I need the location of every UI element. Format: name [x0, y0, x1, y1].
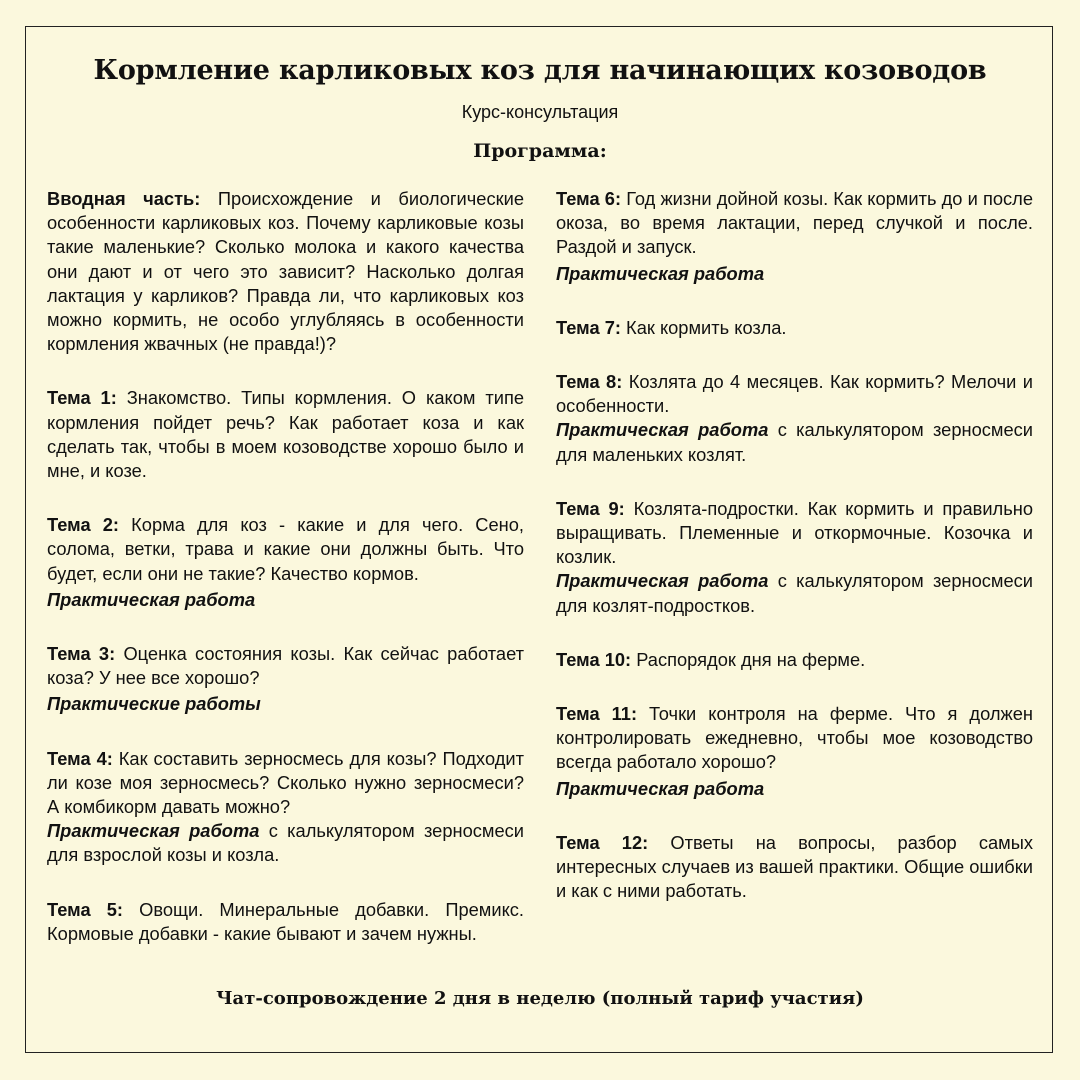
topic-text: Корма для коз - какие и для чего. Сено, солома, ветки, трава и какие они должны быть. Что будет, если они не такие? Качество кормов.: [47, 514, 524, 584]
topic-label: Тема 7:: [556, 316, 621, 338]
topic-label: Тема 1:: [47, 387, 117, 409]
topic-3: [47, 642, 524, 717]
practice-text: с калькулятором зерносмеси для взрослой козы и козла.: [47, 820, 524, 866]
left-column: [47, 187, 524, 976]
topic-2: [47, 513, 524, 612]
topic-text: Козлята до 4 месяцев. Как кормить? Мелочи и особенности.: [556, 371, 1033, 417]
topic-label: Тема 12:: [556, 831, 649, 853]
topic-text: Знакомство. Типы кормления. О каком типе кормления пойдет речь? Как работает коза и как сделать так, чтобы в моем козоводстве хорошо было и мне, и козе.: [47, 387, 525, 482]
topic-text: Год жизни дойной козы. Как кормить до и после окоза, во время лактации, перед случкой и после. Раздой и запуск.: [556, 188, 1034, 258]
topic-4: [47, 747, 524, 868]
intro-label: Вводная часть:: [47, 188, 201, 209]
topic-label: Тема 9:: [556, 497, 625, 519]
practice-label: Практическая работа: [556, 570, 769, 592]
topic-paragraph: [47, 513, 524, 586]
topic-text: Козлята-подростки. Как кормить и правильно выращивать. Племенные и откормочные. Козочка и козлик.: [556, 497, 1034, 568]
topic-text: Распорядок дня на ферме.: [631, 648, 866, 670]
topic-paragraph: [556, 497, 1033, 570]
topic-text: Как составить зерносмесь для козы? Подходит ли козе моя зерносмесь? Сколько нужно зерносмеси? А комбикорм давать можно?: [47, 747, 524, 818]
topic-label: Тема 2:: [47, 514, 120, 536]
topic-label: Тема 10:: [556, 648, 632, 670]
intro-text: Происхождение и биологические особенности карликовых коз. Почему карликовые козы такие маленькие? Сколько молока и какого качества они дают и от чего это зависит? Насколько долгая лактация у карликов? Правда ли, что карликовых коз можно кормить, не особо углубляясь в особенности кормления жвачных (не правда!)?: [47, 188, 524, 355]
topic-text: Как кормить козла.: [620, 316, 787, 338]
topic-9: [556, 497, 1033, 618]
topic-label: Тема 3:: [47, 643, 116, 665]
topic-label: Тема 6:: [556, 188, 622, 209]
topic-paragraph: [556, 370, 1033, 418]
page-subtitle: Курс-консультация: [461, 102, 619, 122]
topic-paragraph: [47, 642, 524, 690]
topic-paragraph: [556, 316, 1033, 340]
topic-text: Овощи. Минеральные добавки. Премикс. Кормовые добавки - какие бывают и зачем нужны.: [47, 898, 525, 944]
topic-text: Ответы на вопросы, разбор самых интересных случаев из вашей практики. Общие ошибки и как с ними работать.: [556, 831, 1033, 902]
page-title: Кормление карликовых коз для начинающих козоводов: [93, 55, 987, 86]
program-heading: Программа:: [473, 140, 607, 162]
practice-label: Практическая работа: [556, 262, 765, 284]
topic-paragraph: [556, 187, 1033, 260]
topic-text: Оценка состояния козы. Как сейчас работает коза? У нее все хорошо?: [47, 643, 525, 689]
practice-label: Практическая работа: [556, 777, 765, 799]
topic-label: Тема 11:: [556, 703, 638, 725]
topic-5: [47, 898, 524, 946]
topic-12: [556, 831, 1033, 904]
topic-6: [556, 187, 1033, 286]
practice-paragraph: [556, 569, 1033, 617]
practice-label: Практическая работа: [47, 588, 256, 610]
topic-paragraph: [556, 648, 1033, 672]
practice-label: Практическая работа: [47, 820, 260, 842]
topic-text: Точки контроля на ферме. Что я должен контролировать ежедневно, чтобы мое козоводство всегда работало хорошо?: [556, 703, 1034, 773]
topic-paragraph: [47, 386, 524, 483]
right-column: [556, 187, 1033, 933]
topic-10: [556, 648, 1033, 672]
topic-paragraph: [47, 898, 524, 946]
practice-text: с калькулятором зерносмеси для козлят-подростков.: [556, 570, 1033, 616]
practice-paragraph: [556, 418, 1033, 466]
topic-7: [556, 316, 1033, 340]
topic-8: [556, 370, 1033, 467]
topic-label: Тема 5:: [47, 898, 123, 920]
intro-block: [47, 187, 524, 356]
practice-paragraph: [47, 819, 524, 867]
topic-1: [47, 386, 524, 483]
topic-paragraph: [556, 702, 1033, 775]
topic-paragraph: [556, 831, 1033, 904]
topic-label: Тема 4:: [47, 747, 113, 769]
footer-note: Чат-сопровождение 2 дня в неделю (полный тариф участия): [216, 988, 864, 1009]
topic-label: Тема 8:: [556, 371, 623, 393]
topic-paragraph: [47, 747, 524, 820]
intro-paragraph: [47, 187, 524, 356]
practice-label: Практическая работа: [556, 419, 769, 441]
topic-11: [556, 702, 1033, 801]
practice-label: Практические работы: [47, 693, 261, 715]
practice-text: с калькулятором зерносмеси для маленьких козлят.: [556, 419, 1033, 465]
